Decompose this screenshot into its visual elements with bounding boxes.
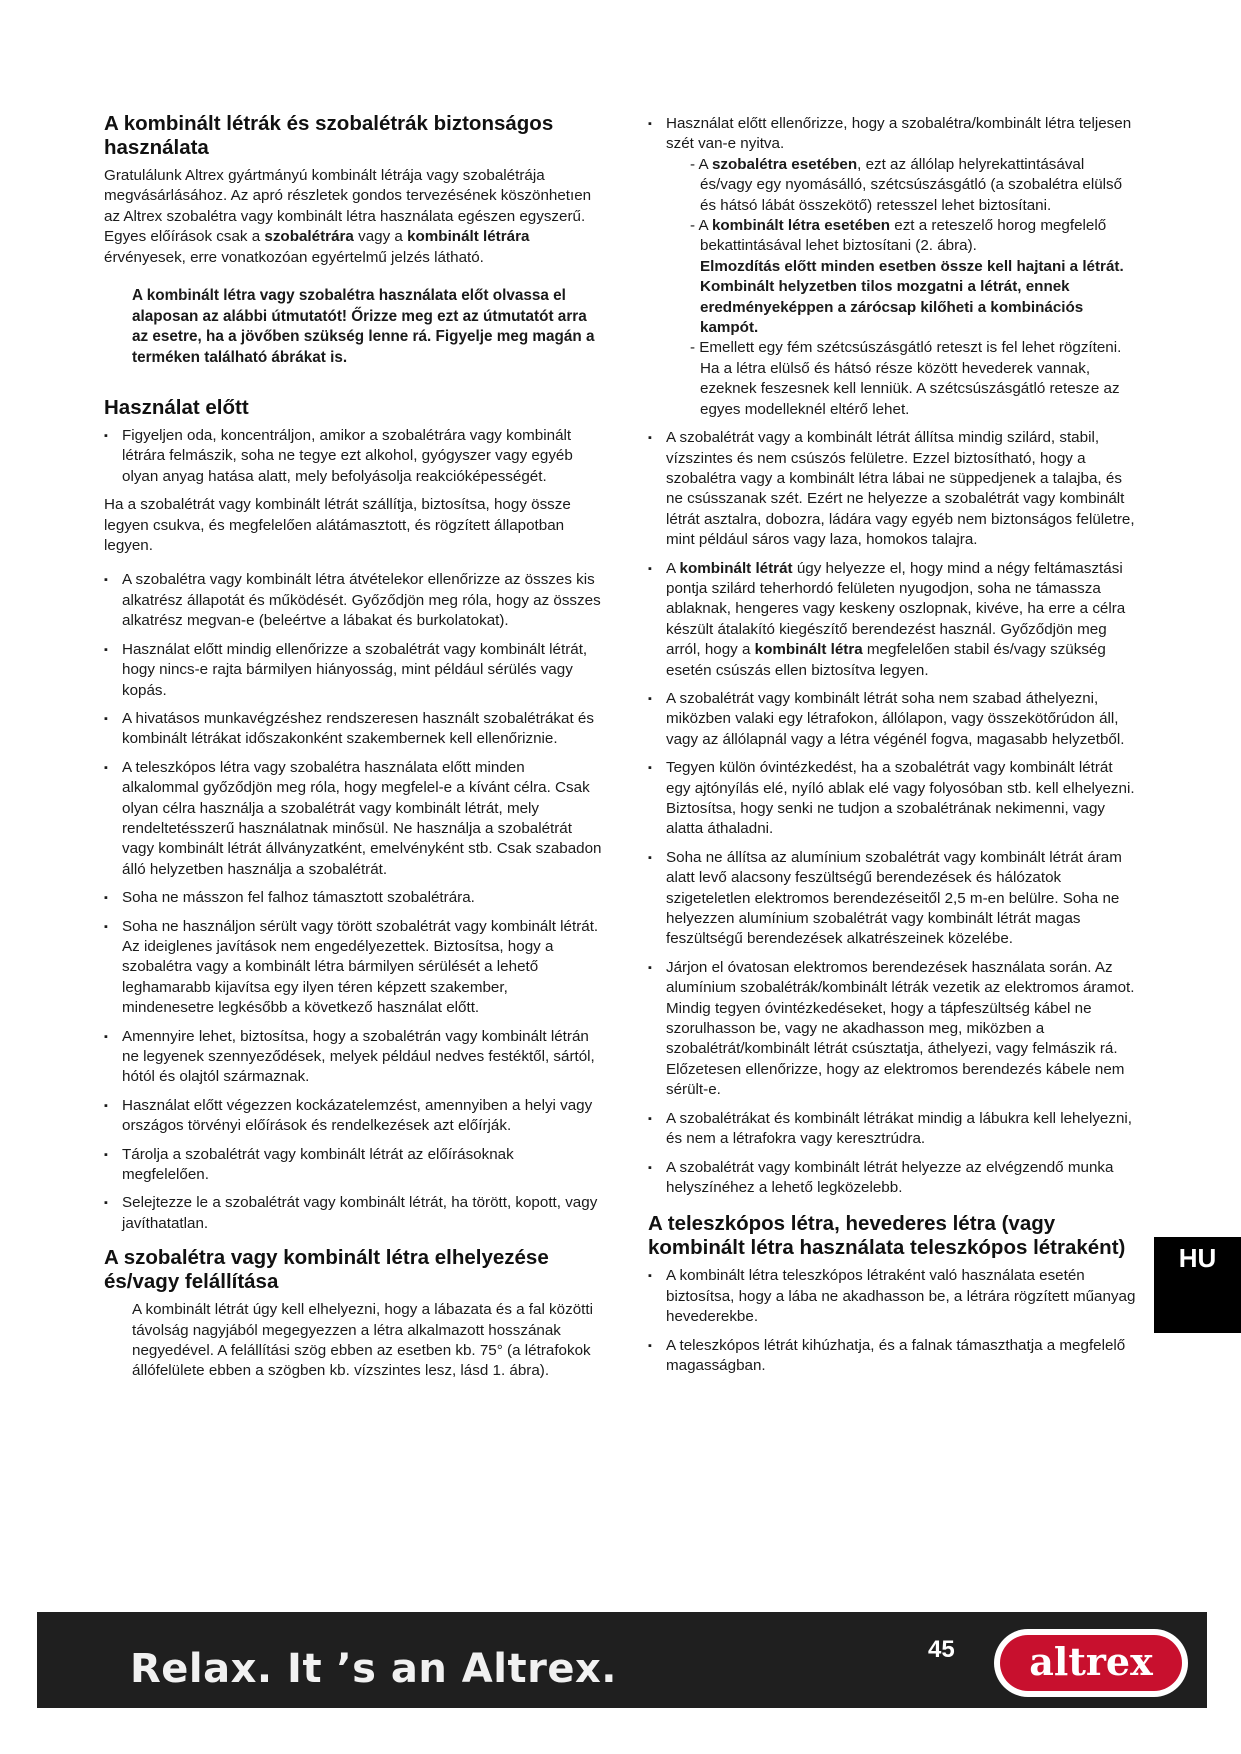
list-item: ▪ A szobalétrát vagy a kombinált létrát állítsa mindig szilárd, stabil, vízszintes és nem csúszós felületre. Ezzel biztosítható, hogy a szobalétra vagy a kombinált létra lábai ne süppedjenek a talajba, és ne csússzanak szét. Ezért ne helyezze a szobalétrát vagy kombinált létrát asztalra, dobozra, ládára vagy egyéb nem biztonságos felületre, mint például sáros vagy laza, homokos talajra. (648, 428, 1136, 550)
sub-item-step-ladder: - A szobalétra esetében, ezt az állólap helyrekattintásával és/vagy egy nyomásálló, szétcsúszásgátló (a szobalétra elülső és hátsó lábát összekötő) retesszel lehet biztosítani. (690, 155, 1123, 214)
list-item: ▪ Használat előtt mindig ellenőrizze a szobalétrát vagy kombinált létrát, hogy nincs-e rajta bármilyen hiányosság, mint például sérülés vagy kopás. (104, 640, 602, 701)
list-item: ▪ Soha ne használjon sérült vagy törött szobalétrát vagy kombinált létrát. Az ideiglenes javítások nem engedélyezettek. Biztosítsa, hogy a szobalétra vagy a kombinált létra bármilyen sérülését a lehető leghamarabb kijavítsa egy ilyen téren képzett szakember, mindenesetre legkésőbb a következő használat előtt. (104, 917, 602, 1019)
left-column (104, 112, 602, 1390)
list-item: ▪ A hivatásos munkavégzéshez rendszeresen használt szobalétrákat és kombinált létrákat időszakonként szakembernek kell ellenőriznie. (104, 709, 602, 750)
heading-placement: A szobalétra vagy kombinált létra elhelyezése és/vagy felállítása (104, 1246, 549, 1294)
footer-bar (37, 1612, 1207, 1708)
list-item: ▪ Soha ne másszon fel falhoz támasztott szobalétrára. (104, 888, 602, 908)
list-item: ▪ A szobalétrát vagy kombinált létrát soha nem szabad áthelyezni, miközben valaki egy létrafokon, állólapon, vagy összekötőrúdon áll, vagy az állólapnál vagy a létra végénél fogva, magasabb helyzetből. (648, 689, 1136, 750)
intro-paragraph: Gratulálunk Altrex gyártmányú kombinált létrája vagy szobalétrája megvásárlásához. Az apró részletek gondos tervezésének köszönhetıen az Altrex szobalétra vagy kombinált létra használata egészen egyszerű. Egyes előírások csak a szobalétrára vagy a kombinált létrára érvényesek, erre vonatkozóan egyértelmű jelzés látható. (104, 167, 592, 266)
list-item: ▪ A kombinált létra teleszkópos létraként való használata esetén biztosítsa, hogy a lába ne akadhasson be, a létrára rögzített műanyag hevederekbe. (648, 1266, 1136, 1327)
before-use-list-1 (104, 426, 602, 487)
heading-telescopic: A teleszkópos létra, hevederes létra (vagy kombinált létra használata teleszkópos létraként) (648, 1212, 1126, 1260)
language-tab: HU (1154, 1237, 1241, 1333)
list-item: ▪ A szobalétrát vagy kombinált létrát helyezze az elvégzendő munka helyszínéhez a lehető legközelebb. (648, 1158, 1136, 1199)
list-item: ▪ A teleszkópos létra vagy szobalétra használata előtt minden alkalommal győződjön meg róla, hogy megfelel-e a kívánt célra. Csak olyan célra használja a szobalétrát vagy kombinált létrát, mely rendeltetésszerű használatnak minősül. Ne használja a szobalétrát vagy kombinált létrát állványzatként, emelvényként stb. Csak szabadon álló helyzetben használja a szobalétrát. (104, 758, 602, 880)
list-item: ▪ A teleszkópos létrát kihúzhatja, és a falnak támaszthatja a megfelelő magasságban. (648, 1336, 1136, 1377)
list-item (648, 114, 1136, 420)
list-item: ▪ Tegyen külön óvintézkedést, ha a szobalétrát vagy kombinált létrát egy ajtónyílás elé, nyíló ablak elé vagy folyosóban stb. kell elhelyezni. Biztosítsa, hogy senki ne tudjon a szobalétrának nekimenni, vagy alatta áthaladni. (648, 758, 1136, 840)
right-list-1 (648, 114, 1136, 1198)
list-item: ▪ Figyeljen oda, koncentráljon, amikor a szobalétrára vagy kombinált létrára felmászik, soha ne tegye ezt alkohol, gyógyszer vagy egyéb olyan anyag hatása alatt, mely befolyásolja reakcióképességét. (104, 426, 602, 487)
list-item: ▪ A szobalétra vagy kombinált létra átvételekor ellenőrizze az összes kis alkatrész állapotát és működését. Győződjön meg róla, hogy az összes alkatrész megvan-e (beleértve a lábakat és burkolatokat). (104, 570, 602, 631)
list-item: ▪ Soha ne állítsa az alumínium szobalétrát vagy kombinált létrát áram alatt levő alacsony feszültségű berendezések és hálózatok szigeteletlen elektromos berendezéseitől 2,5 m-en belülre. Soha ne helyezzen alumínium szobalétrát vagy kombinált létrát magas feszültségű berendezések alkatrészeinek közelébe. (648, 848, 1136, 950)
transport-paragraph: Ha a szobalétrát vagy kombinált létrát szállítja, biztosítsa, hogy össze legyen csukva, és megfelelően alátámasztott, és rögzített állapotban legyen. (104, 496, 571, 555)
list-item: ▪ Tárolja a szobalétrát vagy kombinált létrát az előírásoknak megfelelően. (104, 1145, 602, 1186)
page-number: 45 (928, 1636, 955, 1663)
list-item: ▪ Selejtezze le a szobalétrát vagy kombinált létrát, ha törött, kopott, vagy javíthatatlan. (104, 1193, 602, 1234)
list-item: ▪ Használat előtt végezzen kockázatelemzést, amennyiben a helyi vagy országos törvényi előírások és rendelkezések azt előírják. (104, 1096, 602, 1137)
sub-item-combi-ladder: - A kombinált létra esetében ezt a reteszelő horog megfelelő bekattintásával lehet biztosítani (2. ábra). Elmozdítás előtt minden esetben össze kell hajtani a létrát. Kombinált helyzetben tilos mozgatni a létrát, ennek eredményeképpen a zárócsap kilőheti a kombinációs kampót. (690, 217, 1124, 337)
placement-paragraph: A kombinált létrát úgy kell elhelyezni, hogy a lábazata és a fal közötti távolság nagyjából megegyezzen a létra alkalmazott hosszának negyedével. A felállítási szög ebben az esetben kb. 75° (a létrafokok állófelülete ebben a szögben kb. vízszintes lesz, lásd 1. ábra). (132, 1301, 593, 1380)
list-item: ▪ Amennyire lehet, biztosítsa, hogy a szobalétrán vagy kombinált létrán ne legyenek szennyeződések, melyek például nedves festéktől, sártól, hótól és olajtól származnak. (104, 1027, 602, 1088)
list-item: ▪ A szobalétrákat és kombinált létrákat mindig a lábukra kell lehelyezni, és nem a létrafokra vagy keresztrúdra. (648, 1109, 1136, 1150)
logo-text: altrex (1029, 1639, 1153, 1684)
before-use-list-2 (104, 570, 602, 1234)
heading-before-use: Használat előtt (104, 396, 249, 420)
altrex-logo (991, 1626, 1191, 1700)
right-column (648, 114, 1136, 1384)
list-item: ▪ A kombinált létrát úgy helyezze el, hogy mind a négy feltámasztási pontja szilárd teherhordó felületen nyugodjon, soha ne támassza ablaknak, hengeres vagy keskeny oszlopnak, kivéve, ha erre a célra készült átalakító kiegészítő berendezést használ. Győződjön meg arról, hogy a kombinált létra megfelelően stabil és/vagy szükség esetén csúszás ellen biztosítva legyen. (648, 559, 1136, 681)
sub-item-metal-lock: - Emellett egy fém szétcsúszásgátló reteszt is fel lehet rögzíteni. Ha a létra elülső és hátsó része között hevederek vannak, ezeknek feszesnek kell lenniük. A szétcsúszásgátló retesze az egyes modelleknél eltérő lehet. (690, 339, 1122, 418)
heading-safe-use: A kombinált létrák és szobalétrák biztonságos használata (104, 112, 554, 159)
warning-paragraph: A kombinált létra vagy szobalétra használata előt olvassa el alaposan az alábbi útmutatót! Őrizze meg ezt az útmutatót arra az esetre, ha a jövőben szükség lenne rá. Figyelje meg magán a terméken található ábrákat is. (132, 287, 595, 366)
telescopic-list (648, 1266, 1136, 1376)
list-item-text: ▪ Használat előtt ellenőrizze, hogy a szobalétra/kombinált létra teljesen szét van-e nyitva. (666, 115, 1132, 153)
list-item: ▪ Járjon el óvatosan elektromos berendezések használata során. Az alumínium szobalétrák/kombinált létrák vezetik az elektromos áramot. Mindig tegyen óvintézkedéseket, hogy a tápfeszültség kábel ne szorulhasson be, vagy ne akadhasson meg, miközben a szobalétrát/kombinált létrát csúsztatja, áthelyezi, vagy felmászik rá. Előzetesen ellenőrizze, hogy az elektromos berendezés kábele nem sérült-e. (648, 958, 1136, 1101)
footer-slogan: Relax. It ’s an Altrex. (130, 1646, 617, 1692)
